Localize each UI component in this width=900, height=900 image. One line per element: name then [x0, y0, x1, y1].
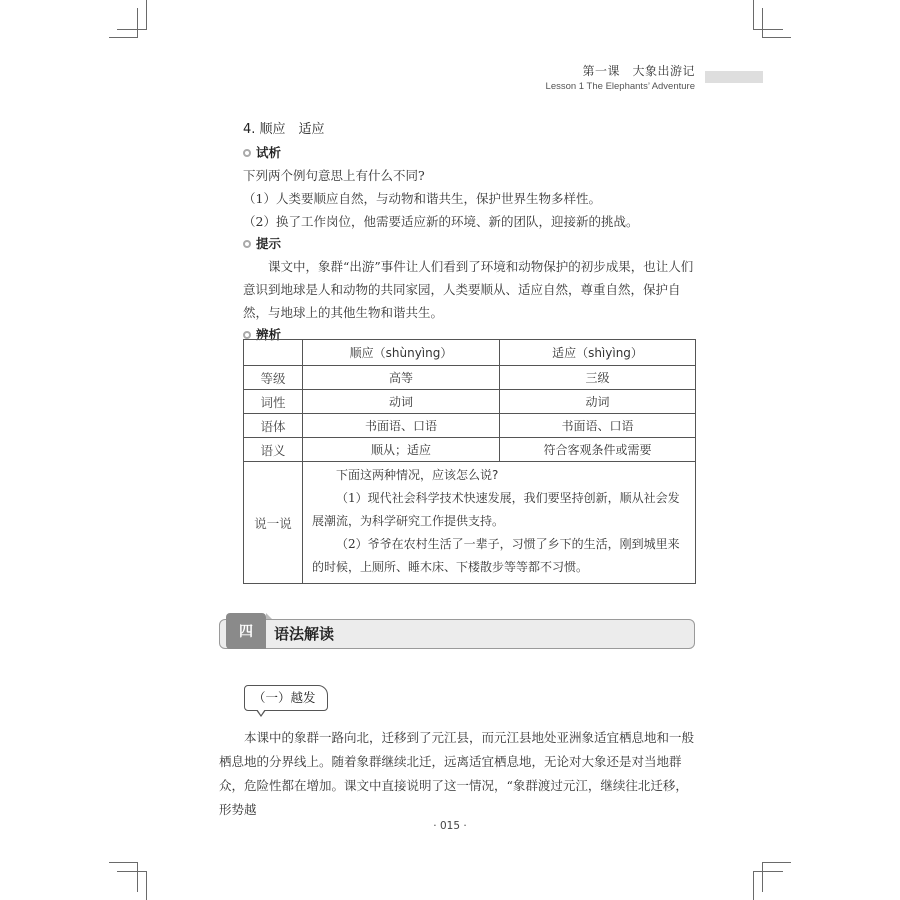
- trial-question: 下列两个例句意思上有什么不同?: [243, 168, 425, 183]
- table-header-cell: [244, 340, 303, 366]
- hint-text: 课文中，象群“出游”事件让人们看到了环境和动物保护的初步成果，也让人们意识到地球是人和动物的共同家园，人类要顺从、适应自然，尊重自然，保护自然，与地球上的其他生物和谐共生。: [243, 259, 694, 320]
- crop-mark: [146, 871, 147, 900]
- item-title: 4. 顺应 适应: [243, 122, 325, 137]
- lesson-title-en: Lesson 1 The Elephants’ Adventure: [545, 81, 695, 92]
- table-cell: 符合客观条件或需要: [500, 438, 696, 462]
- table-row-label: 等级: [244, 366, 303, 390]
- crop-mark: [753, 871, 754, 900]
- crop-mark: [762, 8, 763, 38]
- say-item: （1）现代社会科学技术快速发展，我们要坚持创新，顺从社会发展潮流，为科学研究工作提供支持。: [312, 491, 680, 528]
- crop-mark: [109, 862, 138, 863]
- crop-mark: [753, 871, 783, 872]
- crop-mark: [117, 29, 147, 30]
- table-row-say: [244, 462, 696, 584]
- table-cell: 动词: [303, 390, 500, 414]
- crop-mark: [753, 0, 754, 30]
- crop-mark: [762, 37, 791, 38]
- section-title: 语法解读: [274, 625, 335, 643]
- crop-mark: [762, 862, 791, 863]
- header-bar: [705, 71, 763, 83]
- table-row: [244, 414, 696, 438]
- crop-mark: [137, 8, 138, 38]
- table-cell: 顺从；适应: [303, 438, 500, 462]
- trial-example: （1）人类要顺应自然，与动物和谐共生，保护世界生物多样性。: [243, 191, 601, 206]
- crop-mark: [753, 29, 783, 30]
- crop-mark: [137, 862, 138, 892]
- table-header-cell: 顺应（shùnyìng）: [303, 340, 500, 366]
- crop-mark: [146, 0, 147, 30]
- trial-example: （2）换了工作岗位，他需要适应新的环境、新的团队，迎接新的挑战。: [243, 214, 639, 229]
- say-label: 说一说: [244, 462, 303, 584]
- say-content: [303, 462, 696, 584]
- circle-bullet-icon: [243, 331, 251, 339]
- circle-bullet-icon: [243, 149, 251, 157]
- table-row: [244, 366, 696, 390]
- subsection-label: （一）越发: [244, 685, 328, 711]
- table-header-cell: 适应（shìyìng）: [500, 340, 696, 366]
- analysis-label: 辨析: [256, 327, 282, 342]
- section-number-tab: 四: [226, 613, 266, 649]
- trial-heading: [243, 142, 696, 164]
- running-head: [546, 62, 695, 92]
- comparison-table: [243, 339, 696, 584]
- table-row-label: 语体: [244, 414, 303, 438]
- crop-mark: [762, 862, 763, 892]
- crop-mark: [109, 37, 138, 38]
- subsection-text: 本课中的象群一路向北，迁移到了元江县，而元江县地处亚洲象适宜栖息地和一般栖息地的分界线上。随着象群继续北迁，远离适宜栖息地，无论对大象还是对当地群众，危险性都在增加。课文中直接说明了这一情况，“象群渡过元江，继续往北迁移，形势越: [219, 730, 695, 817]
- table-cell: 高等: [303, 366, 500, 390]
- speech-bubble-tail-fill: [257, 709, 265, 715]
- table-row-label: 词性: [244, 390, 303, 414]
- hint-label: 提示: [256, 236, 282, 251]
- table-cell: 动词: [500, 390, 696, 414]
- table-header-row: [244, 340, 696, 366]
- say-item: （2）爷爷在农村生活了一辈子，习惯了乡下的生活，刚到城里来的时候，上厕所、睡木床、下楼散步等等都不习惯。: [312, 537, 680, 574]
- table-row: [244, 438, 696, 462]
- circle-bullet-icon: [243, 240, 251, 248]
- say-prompt: 下面这两种情况，应该怎么说?: [336, 468, 499, 482]
- hint-heading: [243, 233, 696, 255]
- table-row: [244, 390, 696, 414]
- trial-label: 试析: [256, 145, 282, 160]
- item-block: [243, 118, 696, 346]
- crop-mark: [117, 871, 147, 872]
- lesson-title-zh: 第一课 大象出游记: [582, 64, 695, 78]
- page-number: · 015 ·: [433, 820, 467, 832]
- table-cell: 书面语、口语: [303, 414, 500, 438]
- table-cell: 三级: [500, 366, 696, 390]
- table-cell: 书面语、口语: [500, 414, 696, 438]
- table-row-label: 语义: [244, 438, 303, 462]
